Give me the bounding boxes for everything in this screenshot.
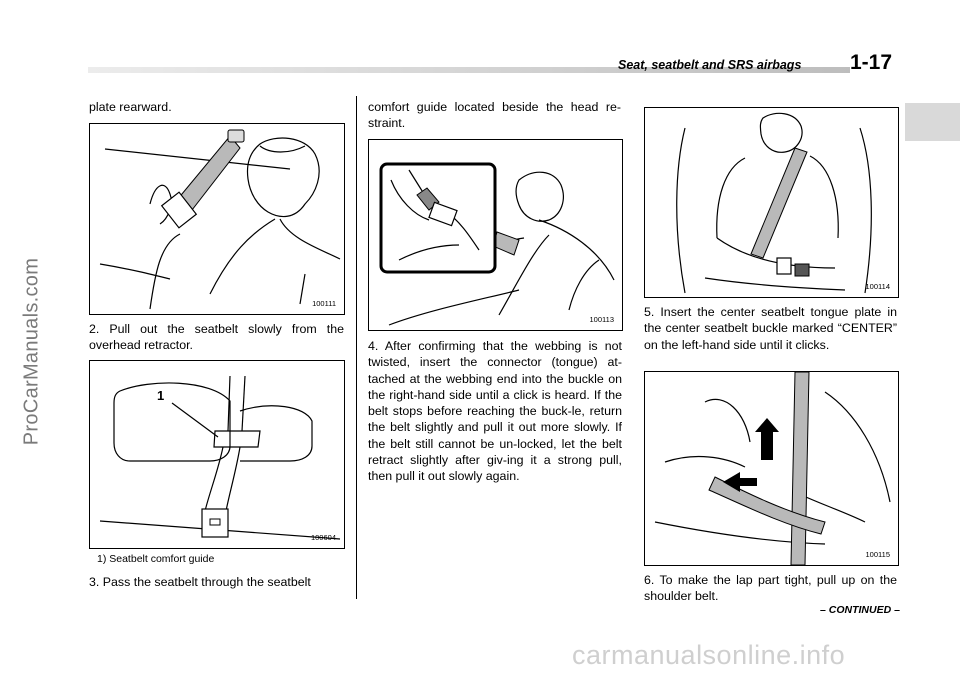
callout-number: 1 xyxy=(157,388,165,403)
figure-tighten-lap-belt xyxy=(644,371,899,566)
figure-code: 100111 xyxy=(312,299,336,308)
section-tab xyxy=(905,103,960,141)
step-2-text: 2. Pull out the seatbelt slowly from the overhead retractor. xyxy=(89,322,344,353)
section-title: Seat, seatbelt and SRS airbags xyxy=(618,58,802,72)
page-number: 1-17 xyxy=(850,51,893,74)
figure-comfort-guide xyxy=(89,360,345,549)
step-4-text: 4. After confirming that the webbing is not twisted, insert the connector (tongue) at-tached at the webbing end into the buckle on the right-hand side until a click is heard. If the belt stops before reaching the buck-le, return the belt slightly and pull it out more slowly. If the belt still cannot be un-locked, let the belt retract slightly after giv-ing it a strong pull, then pull it out slowly again. xyxy=(368,339,622,484)
figure-center-buckle xyxy=(644,107,899,298)
step-5-text: 5. Insert the center seatbelt tongue plate in the center seatbelt buckle marked “CENTER” on the left-hand side until it clicks. xyxy=(644,305,897,352)
figure-caption: 1) Seatbelt comfort guide xyxy=(97,553,215,565)
illustration-comfort-guide xyxy=(90,361,344,548)
side-watermark: ProCarManuals.com xyxy=(20,257,43,446)
illustration-center-buckle xyxy=(645,108,898,297)
figure-code: 100604 xyxy=(310,533,336,542)
figure-code: 100114 xyxy=(865,282,890,291)
figure-insert-tongue xyxy=(368,139,623,331)
step-3-text: 3. Pass the seatbelt through the seatbelt xyxy=(89,575,311,589)
illustration-man-pulling-belt xyxy=(90,124,344,314)
middle-intro-text: comfort guide located beside the head re-straint. xyxy=(368,100,621,131)
column-divider xyxy=(356,96,357,599)
left-intro-text: plate rearward. xyxy=(89,100,172,114)
step-6-text: 6. To make the lap part tight, pull up on the shoulder belt. xyxy=(644,573,897,604)
figure-pull-belt-overhead xyxy=(89,123,345,315)
footer-watermark: carmanualsonline.info xyxy=(572,640,846,670)
continued-marker: – CONTINUED – xyxy=(820,604,900,616)
figure-code: 100113 xyxy=(589,315,614,324)
figure-code: 100115 xyxy=(865,550,890,559)
illustration-insert-tongue xyxy=(369,140,622,330)
illustration-tighten-lap-belt xyxy=(645,372,898,565)
